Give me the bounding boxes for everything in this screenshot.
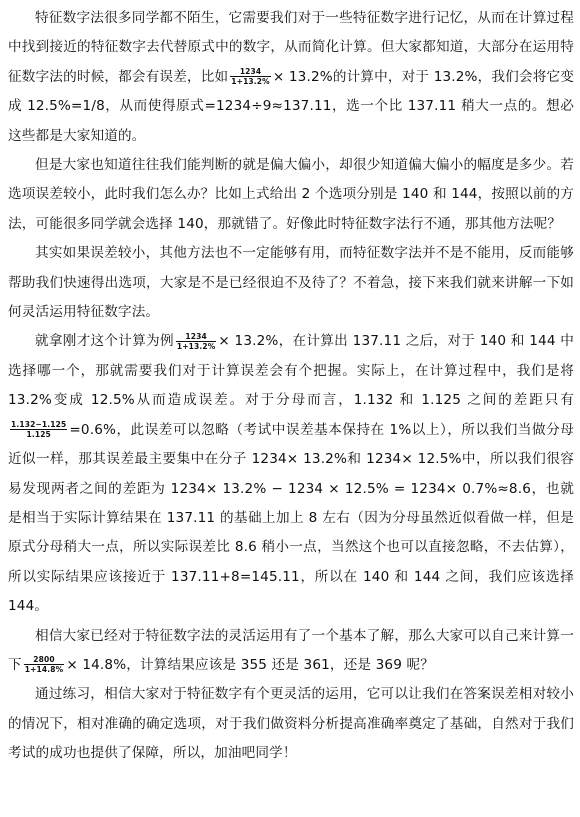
paragraph-text: 通过练习，相信大家对于特征数字有个更灵活的运用，它可以让我们在答案误差相对较小的情况下，相对准确的确定选项，对于我们做资料分析提高准确率奠定了基础，自然对于我们考试的成功也提供了保障，所以，加油吧同学！ bbox=[8, 686, 574, 762]
fraction bbox=[24, 655, 65, 674]
paragraph bbox=[8, 239, 574, 327]
fraction-numerator: 1234 bbox=[230, 67, 271, 77]
paragraph bbox=[8, 680, 574, 768]
fraction-numerator: 1.132−1.125 bbox=[11, 420, 67, 430]
fraction-denominator: 1+13.2% bbox=[231, 77, 270, 87]
paragraph-text: × 13.2%的计算中，对于 13.2%，我们会将它变成 12.5%=1/8，从而使得原式=1234÷9≈137.11，选一个比 137.11 稍大一点的。想必这些都是大家知道的。 bbox=[8, 68, 574, 144]
paragraph bbox=[8, 327, 574, 621]
fraction-numerator: 1234 bbox=[176, 332, 217, 342]
fraction bbox=[10, 420, 67, 439]
paragraph-text: × 13.2%，在计算出 137.11 之后，对于 140 和 144 中选择哪一个，那就需要我们对于计算误差会有个把握。实际上，在计算过程中，我们是将 13.2%变成 12.5%从而造成误差。对于分母而言，1.132 和 1.125 之间的差距只有 bbox=[8, 333, 575, 409]
paragraph bbox=[8, 4, 574, 151]
fraction-numerator: 2800 bbox=[24, 655, 65, 665]
paragraph-text: =0.6%，此误差可以忽略（考试中误差基本保持在 1%以上），所以我们当做分母近似一样，那其误差最主要集中在分子 1234× 13.2%和 1234× 12.5%中，所以我们很容易发现两者之间的差距为 1234× 13.2% − 1234 × 12.5% = 1234× 0.7%≈8.6，也就是相当于实际计算结果在 137.11 的基础上加上 8 左右（因为分母虽然近似看做一样，但是原式分母稍大一点，所以实际误差比 8.6 稍小一点，当然这个也可以直接忽略，不去估算），所以实际结果应该接近于 137.11+8=145.11，所以在 140 和 144 之间，我们应该选择 144。 bbox=[8, 421, 574, 615]
fraction bbox=[230, 67, 271, 86]
paragraph-text: 就拿刚才这个计算为例 bbox=[35, 333, 174, 350]
paragraph bbox=[8, 622, 574, 681]
paragraph-text: 相信大家已经对于特征数字法的灵活运用有了一个基本了解，那么大家可以自己来计算一下 bbox=[8, 627, 574, 673]
paragraph bbox=[8, 151, 574, 239]
paragraph-text: × 14.8%，计算结果应该是 355 还是 361，还是 369 呢？ bbox=[66, 656, 434, 673]
fraction-denominator: 1+13.2% bbox=[176, 341, 216, 351]
paragraph-text: 其实如果误差较小，其他方法也不一定能够有用，而特征数字法并不是不能用，反而能够帮助我们快速得出选项，大家是不是已经很迫不及待了？不着急，接下来我们就来讲解一下如何灵活运用特征数字法。 bbox=[8, 245, 574, 321]
fraction bbox=[176, 332, 217, 351]
paragraph-text: 但是大家也知道往往我们能判断的就是偏大偏小，却很少知道偏大偏小的幅度是多少。若选项误差较小，此时我们怎么办？比如上式给出 2 个选项分别是 140 和 144，按照以前的方法，可能很多同学就会选择 140，那就错了。好像此时特征数字法行不通，那其他方法呢？ bbox=[8, 157, 574, 232]
fraction-denominator: 1+14.8% bbox=[24, 665, 64, 675]
paragraph-text: 特征数字法很多同学都不陌生，它需要我们对于一些特征数字进行记忆，从而在计算过程中找到接近的特征数字去代替原式中的数字，从而简化计算。但大家都知道，大部分在运用特征数字法的时候，都会有误差，比如 bbox=[8, 10, 574, 85]
fraction-denominator: 1.125 bbox=[26, 430, 51, 440]
